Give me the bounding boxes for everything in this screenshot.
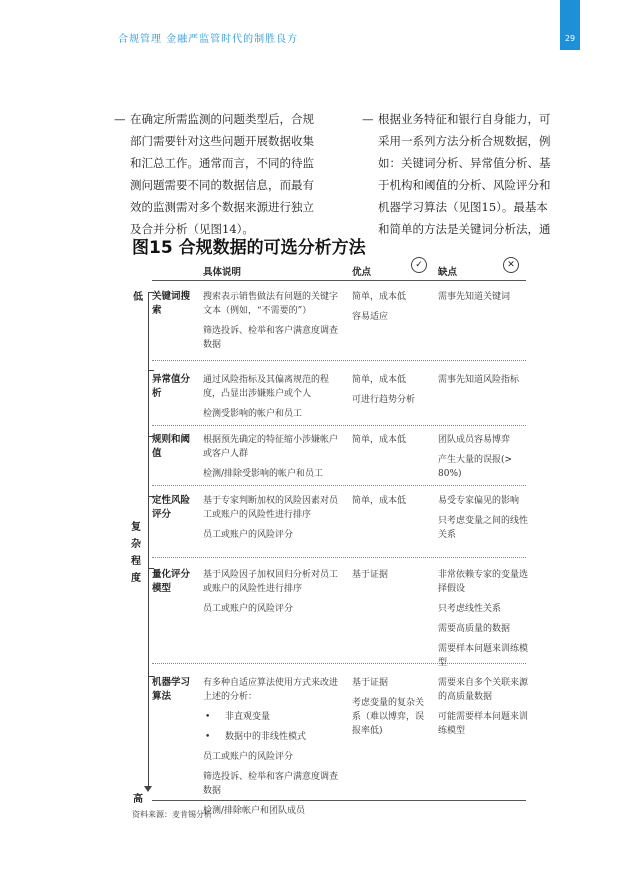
description-text: 基于专家判断加权的风险因素对员工或账户的风险性进行排序 (203, 496, 339, 520)
cross-circle-icon: ✕ (503, 257, 519, 273)
page-number: 29 (564, 34, 576, 43)
row-disadvantages (438, 290, 528, 310)
axis-label-char: 复 (131, 522, 141, 533)
dash-bullet-icon: — (114, 112, 126, 126)
disadvantage-text: 需要来自多个关联来源的高质量数据 (438, 678, 529, 702)
column-header-description: 具体说明 (203, 267, 242, 278)
row-name-quantitative-model: 量化评分模型 (152, 569, 191, 594)
row-description (203, 373, 341, 427)
intro-left-column (114, 108, 320, 240)
description-text: 检测受影响的帐户和员工 (203, 409, 303, 419)
row-description (203, 676, 341, 824)
advantage-text: 容易适应 (352, 312, 389, 322)
column-header-disadvantages: 缺点 (438, 267, 458, 278)
description-text: 员工或账户的风险评分 (203, 604, 294, 614)
axis-label-char: 杂 (131, 539, 141, 550)
advantage-text: 简单，成本低 (352, 292, 407, 302)
row-advantages (352, 676, 430, 744)
row-description (203, 433, 341, 487)
advantage-text: 简单，成本低 (352, 496, 407, 506)
axis-arrow-down-icon (144, 786, 152, 792)
row-advantages (352, 433, 430, 453)
description-text: 检测/排除帐户和团队成员 (203, 806, 306, 816)
disadvantage-text: 需事先知道风险指标 (438, 375, 520, 385)
advantage-text: 简单，成本低 (352, 375, 407, 385)
advantage-text: 基于证据 (352, 678, 389, 688)
description-text: 有多种自适应算法使用方式来改进上述的分析： (203, 678, 339, 702)
description-text: 筛选投诉、检举和客户满意度调查数据 (203, 772, 339, 796)
axis-high-label: 高 (133, 794, 143, 805)
row-disadvantages (438, 676, 528, 744)
advantage-text: 可进行趋势分析 (352, 395, 416, 405)
description-text: 基于风险因子加权回归分析对员工或账户的风险性进行排序 (203, 570, 339, 594)
disadvantage-text: 产生大量的误报(> 80%) (438, 455, 513, 479)
description-text: 筛选投诉、检举和客户满意度调查数据 (203, 326, 339, 350)
disadvantage-text: 只考虑变量之间的线性关系 (438, 516, 529, 540)
advantage-text: 简单，成本低 (352, 435, 407, 445)
row-advantages (352, 373, 430, 413)
running-header: 合规管理 金融严监管时代的制胜良方 (118, 34, 299, 45)
axis-low-label: 低 (133, 292, 143, 303)
axis-label-char: 程 (131, 556, 141, 567)
source-note: 资料来源：麦肯锡分析 (132, 810, 212, 819)
intro-right-column (362, 108, 558, 240)
disadvantage-text: 只考虑线性关系 (438, 604, 502, 614)
complexity-axis-line (148, 292, 149, 790)
row-disadvantages (438, 494, 528, 548)
row-advantages (352, 568, 430, 588)
row-disadvantages (438, 373, 528, 393)
row-name-rules-thresholds: 规则和阈值 (152, 434, 191, 459)
row-disadvantages (438, 568, 528, 676)
dash-bullet-icon: — (362, 112, 374, 126)
description-bullet: • 数据中的非线性模式 (203, 730, 341, 744)
check-circle-icon: ✓ (411, 257, 427, 273)
row-description (203, 568, 341, 622)
disadvantage-text: 需要样本问题来训练模型 (438, 644, 529, 668)
description-text: 员工或账户的风险评分 (203, 530, 294, 540)
description-text: 检测/排除受影响的帐户和员工 (203, 469, 324, 479)
disadvantage-text: 需事先知道关键词 (438, 292, 511, 302)
disadvantage-text: 易受专家偏见的影响 (438, 496, 520, 506)
disadvantage-text: 需要高质量的数据 (438, 624, 511, 634)
disadvantage-text: 非常依赖专家的变量选择假设 (438, 570, 529, 594)
row-advantages (352, 494, 430, 514)
axis-label-char: 度 (131, 573, 141, 584)
intro-left-text: 在确定所需监测的问题类型后，合规部门需要针对这些问题开展数据收集和汇总工作。通常而言，不同的待监测问题需要不同的数据信息，而最有效的监测需对多个数据来源进行独立及合并分析（见图14）。 (130, 112, 314, 236)
column-header-advantages: 优点 (352, 267, 372, 278)
row-advantages (352, 290, 430, 330)
complexity-axis-label (130, 519, 142, 587)
row-description (203, 494, 341, 548)
intro-right-text: 根据业务特征和银行自身能力，可采用一系列方法分析合规数据，例如：关键词分析、异常值分析、基于机构和阈值的分析、风险评分和机器学习算法（见图15）。最基本和简单的方法是关键词分析法，通 (378, 112, 551, 236)
row-description (203, 290, 341, 358)
row-name-machine-learning: 机器学习算法 (152, 677, 191, 702)
axis-tick (148, 370, 154, 371)
advantage-text: 考虑变量的复杂关系（难以博弈，误报率低) (352, 698, 425, 736)
page-number-box (560, 0, 580, 50)
advantage-text: 基于证据 (352, 570, 389, 580)
description-text: 根据预先确定的特征缩小涉嫌帐户或客户人群 (203, 435, 339, 459)
row-name-outlier-analysis: 异常值分析 (152, 374, 191, 399)
figure-title: 图15 合规数据的可选分析方法 (132, 238, 366, 258)
description-text: 通过风险指标及其偏离规范的程度，凸显出涉嫌账户或个人 (203, 375, 330, 399)
row-name-keyword-search: 关键词搜索 (152, 291, 191, 316)
description-text: 搜索表示销售做法有问题的关键字文本（例如，“不需要的”） (203, 292, 339, 316)
description-bullet: • 非直观变量 (203, 710, 341, 724)
description-text: 员工或账户的风险评分 (203, 752, 294, 762)
row-divider (152, 557, 526, 558)
row-divider (152, 360, 526, 361)
disadvantage-text: 团队成员容易博弈 (438, 435, 511, 445)
row-disadvantages (438, 433, 528, 487)
disadvantage-text: 可能需要样本问题来训练模型 (438, 712, 529, 736)
row-name-qualitative-scoring: 定性风险评分 (152, 495, 191, 520)
table-header-rule (152, 280, 526, 281)
